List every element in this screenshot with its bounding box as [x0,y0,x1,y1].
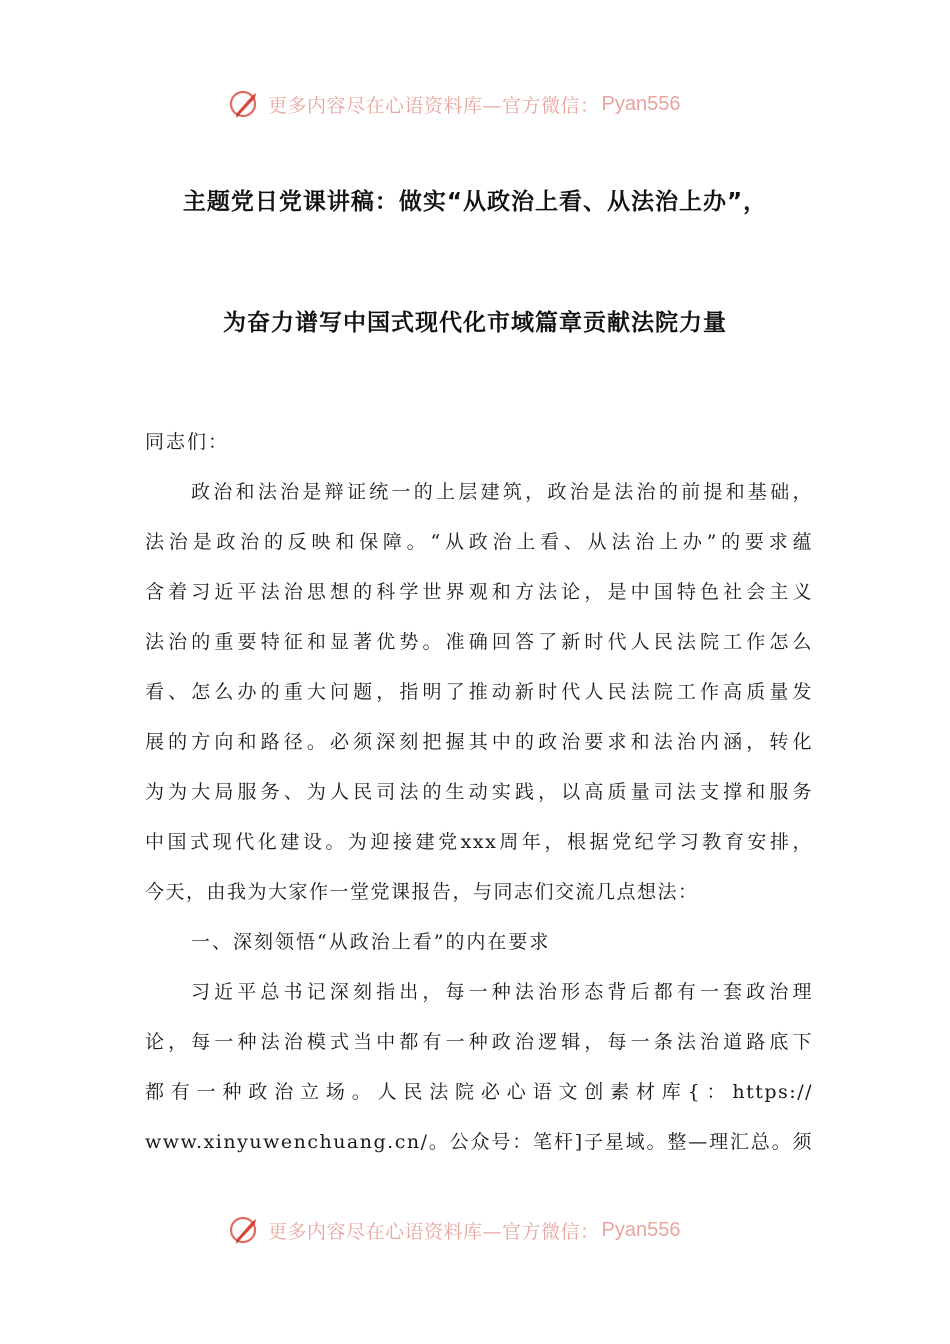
greeting: 同志们： [145,431,230,453]
watermark-header [228,84,748,124]
text-line: 含着习近平法治思想的科学世界观和方法论，是中国特色社会主义 [145,581,813,603]
watermark-wechat-id: Pyan556 [601,92,681,115]
watermark-text: 更多内容尽在心语资料库—官方微信： [268,94,600,117]
document-title-line-1: 主题党日党课讲稿：做实“从政治上看、从法治上办”， [182,189,768,215]
pen-logo-icon [228,1213,262,1247]
text-line: 法治的重要特征和显著优势。准确回答了新时代人民法院工作怎么 [145,631,813,653]
pen-logo-icon [228,87,262,121]
text-line: 为为大局服务、为人民司法的生动实践，以高质量司法支撑和服务 [145,781,813,803]
document-title-line-2: 为奋力谱写中国式现代化市域篇章贡献法院力量 [223,310,727,336]
text-line: 政治和法治是辩证统一的上层建筑，政治是法治的前提和基础， [191,481,813,503]
text-line: 法治是政治的反映和保障。“从政治上看、从法治上办”的要求蕴 [145,531,813,553]
text-line: 看、怎么办的重大问题，指明了推动新时代人民法院工作高质量发 [145,681,813,703]
text-line: 今天，由我为大家作一堂党课报告，与同志们交流几点想法： [145,881,699,903]
text-line: 习近平总书记深刻指出，每一种法治形态背后都有一套政治理 [191,981,813,1003]
paragraph-2 [145,967,813,1167]
text-line: www.xinyuwenchuang.cn/。公众号：笔杆]子星域。整—理汇总。须 [145,1131,813,1153]
text-line: 都有一种政治立场。人民法院必心语文创素材库{：https:// [145,1081,813,1103]
watermark-text: 更多内容尽在心语资料库—官方微信： [268,1220,600,1243]
watermark-footer [228,1210,748,1250]
paragraph-1 [145,467,813,917]
text-line: 展的方向和路径。必须深刻把握其中的政治要求和法治内涵，转化 [145,731,813,753]
text-line: 论，每一种法治模式当中都有一种政治逻辑，每一条法治道路底下 [145,1031,813,1053]
watermark-wechat-id: Pyan556 [601,1218,681,1241]
section-heading-1: 一、深刻领悟“从政治上看”的内在要求 [191,931,551,953]
document-body [145,417,813,1167]
text-line: 中国式现代化建设。为迎接建党xxx周年，根据党纪学习教育安排， [145,831,813,853]
